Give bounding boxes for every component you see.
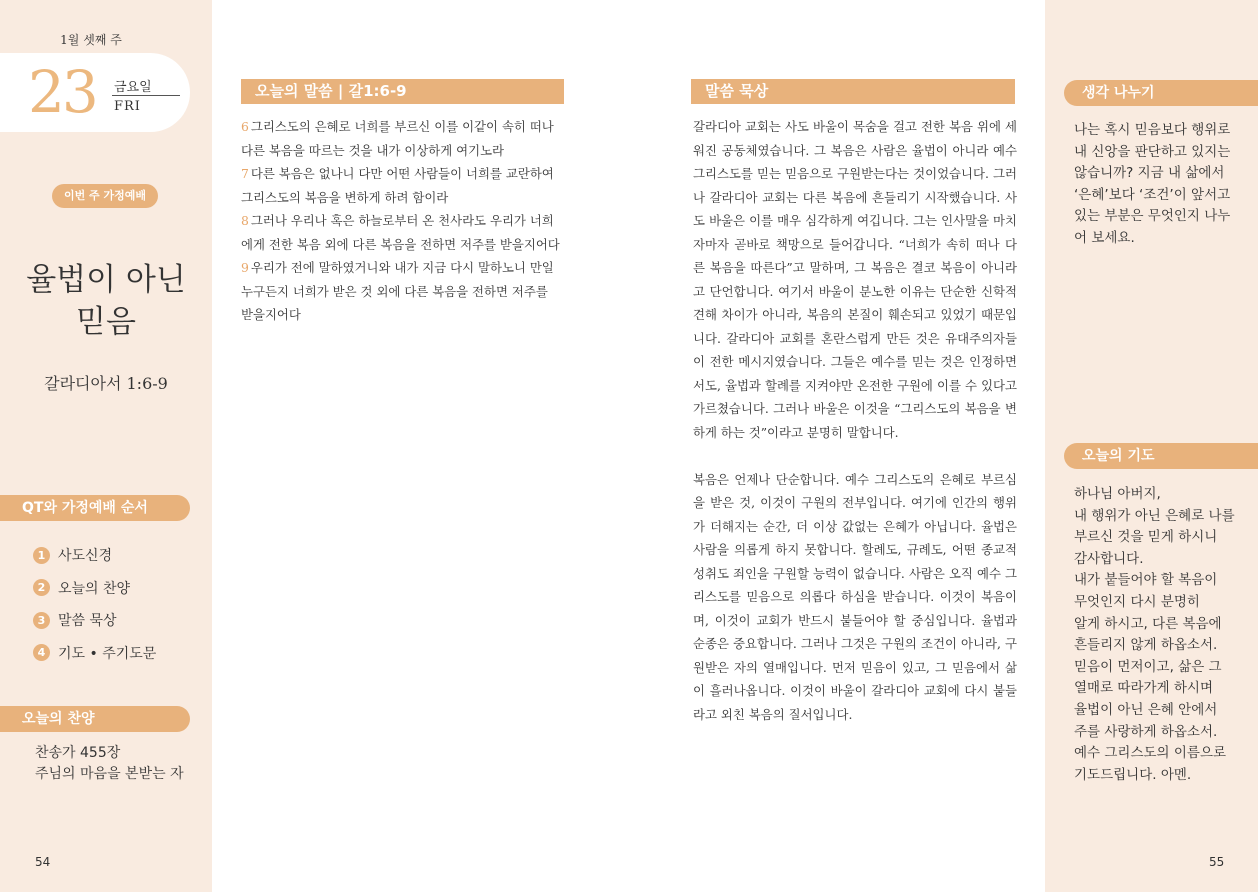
meditation-paragraph: 갈라디아 교회는 사도 바울이 목숨을 걸고 전한 복음 위에 세워진 공동체였습니다. 그 복음은 사람은 율법이 아니라 예수 그리스도를 믿는 믿음으로 구원받는다는 것이었습니다. 그러나 갈라디아 교회는 다른 복음에 흔들리기 시작했습니다. 사도 바울은 이를 매우 심각하게 여깁니다. 그는 인사말을 마치자마자 곧바로 책망으로 들어갑니다. “너희가 속히 떠나 다른 복음을 따른다”고 말하며, 그 복음은 결코 복음이 아니라고 단언합니다. 여기서 바울이 분노한 이유는 단순한 신학적 견해 차이가 아니라, 복음의 본질이 훼손되고 있었기 때문입니다. 갈라디아 교회를 혼란스럽게 만든 것은 유대주의자들이 전한 메시지였습니다. 그들은 예수를 믿는 것은 인정하면서도, 율법과 할례를 지켜야만 온전한 구원에 이를 수 있다고 가르쳤습니다. 그러나 바울은 이것을 “그리스도의 복음을 변하게 하는 것”이라고 분명히 말합니다. <box>693 119 1017 440</box>
date-divider <box>112 95 180 96</box>
prayer-line: 내 행위가 아닌 은혜로 나를 <box>1074 507 1235 524</box>
verse-number: 7 <box>241 166 249 181</box>
prayer-line: 믿음이 먼저이고, 삶은 그 <box>1074 658 1222 675</box>
verse <box>241 256 563 327</box>
verse-number: 9 <box>241 260 249 275</box>
verse <box>241 209 563 256</box>
share-heading: 생각 나누기 <box>1064 80 1258 106</box>
step-label: 기도 • 주기도문 <box>58 645 157 662</box>
scripture-text <box>241 115 563 327</box>
prayer-line: 흔들리지 않게 하옵소서. <box>1074 637 1218 654</box>
step-label: 사도신경 <box>58 548 113 565</box>
meditation-text <box>693 115 1017 750</box>
step-number-badge: 3 <box>33 612 50 629</box>
step-number-badge: 4 <box>33 644 50 661</box>
verse-number: 6 <box>241 119 249 134</box>
day-english: FRI <box>114 99 141 114</box>
day-korean: 금요일 <box>114 80 152 95</box>
prayer-line: 무엇인지 다시 분명히 <box>1074 593 1200 610</box>
title-line-1: 율법이 아닌 <box>26 262 186 298</box>
week-label: 1월 셋째 주 <box>60 33 122 47</box>
hymn-title: 주님의 마음을 본받는 자 <box>35 766 184 782</box>
qt-order-list <box>33 539 156 669</box>
prayer-line: 주를 사랑하게 하옵소서. <box>1074 723 1218 740</box>
verse-number: 8 <box>241 213 249 228</box>
step-label: 말씀 묵상 <box>58 613 117 630</box>
prayer-line: 기도드립니다. 아멘. <box>1074 766 1192 783</box>
list-item <box>33 604 156 637</box>
verse-text: 그리스도의 은혜로 너희를 부르신 이를 이같이 속히 떠나 다른 복음을 따르는 것을 내가 이상하게 여기노라 <box>241 119 554 158</box>
title-line-2: 믿음 <box>76 304 136 340</box>
list-item <box>33 539 156 572</box>
page-number-right: 55 <box>1209 855 1225 869</box>
prayer-heading: 오늘의 기도 <box>1064 443 1258 469</box>
prayer-line: 하나님 아버지, <box>1074 486 1161 502</box>
share-question: 나는 혹시 믿음보다 행위로 내 신앙을 판단하고 있지는 않습니까? 지금 내 삶에서 ‘은혜’보다 ‘조건’이 앞서고 있는 부분은 무엇인지 나누어 보세요. <box>1074 122 1231 246</box>
step-label: 오늘의 찬양 <box>58 580 131 597</box>
verse <box>241 162 563 209</box>
date-number: 23 <box>28 58 96 126</box>
step-number-badge: 1 <box>33 547 50 564</box>
prayer-line: 감사합니다. <box>1074 550 1144 567</box>
prayer-line: 내가 붙들어야 할 복음이 <box>1074 572 1218 589</box>
meditation-heading: 말씀 묵상 <box>691 79 1015 104</box>
verse <box>241 115 563 162</box>
family-worship-badge: 이번 주 가정예배 <box>52 184 158 208</box>
meditation-paragraph: 복음은 언제나 단순합니다. 예수 그리스도의 은혜로 부르심을 받은 것, 이것이 구원의 전부입니다. 여기에 인간의 행위가 더해지는 순간, 더 이상 값없는 은혜가 아닙니다. 율법은 사람을 의롭게 하지 못합니다. 할례도, 규례도, 어떤 종교적 성취도 죄인을 구원할 능력이 없습니다. 사람은 오직 예수 그리스도를 믿음으로 의롭다 하심을 받습니다. 이것이 복음이며, 이것이 교회가 반드시 붙들어야 할 중심입니다. 율법과 순종은 중요합니다. 그러나 그것은 구원의 조건이 아니라, 구원받은 자의 열매입니다. 먼저 믿음이 있고, 그 믿음에서 삶이 흘러나옵니다. 이것이 바울이 갈라디아 교회에 다시 붙들라고 외친 복음의 질서입니다. <box>693 471 1017 722</box>
verse-text: 그러나 우리나 혹은 하늘로부터 온 천사라도 우리가 너희에게 전한 복음 외에 다른 복음을 전하면 저주를 받을지어다 <box>241 213 560 252</box>
step-number-badge: 2 <box>33 579 50 596</box>
prayer-line: 열매로 따라가게 하시며 <box>1074 680 1213 697</box>
verse-text: 우리가 전에 말하였거니와 내가 지금 다시 말하노니 만일 누구든지 너희가 받은 것 외에 다른 복음을 전하면 저주를 받을지어다 <box>241 260 554 322</box>
hymn-heading: 오늘의 찬양 <box>0 706 190 732</box>
passage-reference: 갈라디아서 1:6-9 <box>44 374 168 393</box>
list-item <box>33 572 156 605</box>
hymn-info <box>35 743 184 785</box>
scripture-heading: 오늘의 말씀 | 갈1:6-9 <box>241 79 564 104</box>
hymn-number: 찬송가 455장 <box>35 745 121 761</box>
prayer-line: 율법이 아닌 은혜 안에서 <box>1074 701 1218 718</box>
prayer-line: 예수 그리스도의 이름으로 <box>1074 745 1227 762</box>
list-item <box>33 637 156 670</box>
page-number-left: 54 <box>35 855 51 869</box>
prayer-line: 알게 하시고, 다른 복음에 <box>1074 615 1222 632</box>
verse-text: 다른 복음은 없나니 다만 어떤 사람들이 너희를 교란하여 그리스도의 복음을 변하게 하려 함이라 <box>241 166 554 205</box>
prayer-text <box>1074 484 1244 786</box>
prayer-line: 부르신 것을 믿게 하시니 <box>1074 529 1218 546</box>
qt-order-heading: QT와 가정예배 순서 <box>0 495 190 521</box>
page-title <box>0 259 212 343</box>
